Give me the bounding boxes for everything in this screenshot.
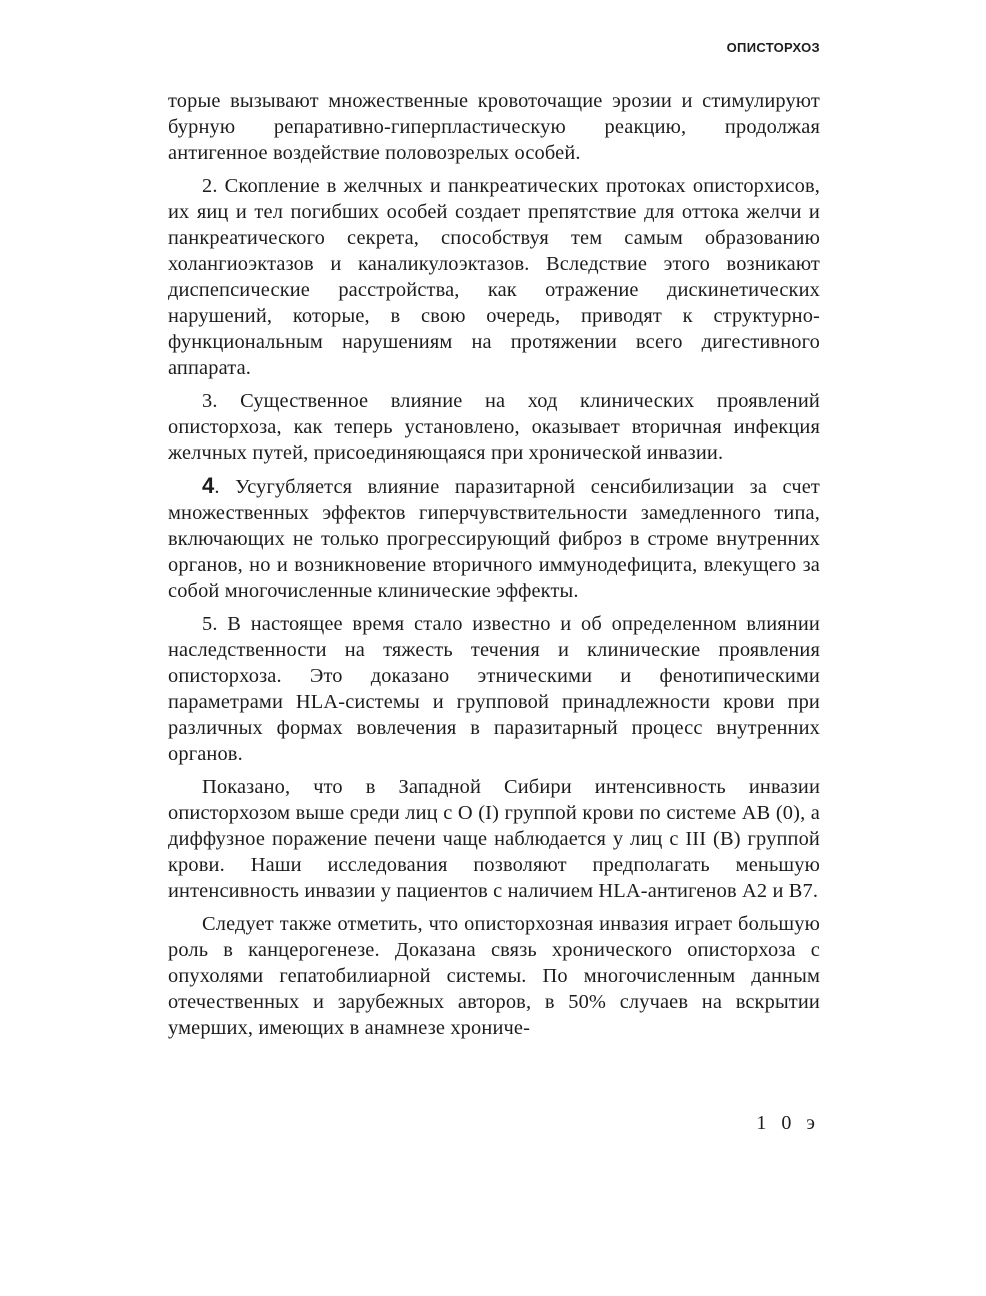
point-4-text: . Усугубляется влияние паразитарной сенсибилизации за счет множественных эффектов гиперчувствительности замедленного типа, включающих не только прогрессирующий фиброз в строме внутренних органов, но и возникновение вторичного иммунодефицита, влекущего за собой многочисленные клинические эффекты. xyxy=(168,476,820,602)
point-number: 4 xyxy=(202,473,215,498)
paragraph-point-5: 5. В настоящее время стало известно и об определенном влиянии наследственности на тяжесть течения и клинические проявления описторхоза. Это доказано этническими и фенотипическими параметрами HLA-системы и групповой принадлежности крови при различных формах вовлечения в паразитарный процесс внутренних органов. xyxy=(168,613,820,765)
running-head: ОПИСТОРХОЗ xyxy=(726,40,820,55)
paragraph-continuation: торые вызывают множественные кровоточащие эрозии и стимулируют бурную репаративно-гиперпластическую реакцию, продолжая антигенное воздействие половозрелых особей. xyxy=(168,90,820,164)
paragraph-point-2: 2. Скопление в желчных и панкреатических протоках описторхисов, их яиц и тел погибших особей создает препятствие для оттока желчи и панкреатического секрета, способствуя тем самым образованию холангиоэктазов и каналикулоэктазов. Вследствие этого возникают диспепсические расстройства, как отражение дискинетических нарушений, которые, в свою очередь, приводят к структурно-функциональным нарушениям на протяжении всего дигестивного аппарата. xyxy=(168,175,820,379)
paragraph-point-4 xyxy=(168,473,820,604)
body-text xyxy=(168,88,820,1048)
paragraph-point-3: 3. Существенное влияние на ход клинических проявлений описторхоза, как теперь установлено, оказывает вторичная инфекция желчных путей, присоединяющаяся при хронической инвазии. xyxy=(168,390,820,464)
paragraph-carcinogenesis: Следует также отметить, что описторхозная инвазия играет большую роль в канцерогенезе. Доказана связь хронического описторхоза с опухолями гепатобилиарной системы. По многочисленным данным отечественных и зарубежных авторов, в 50% случаев на вскрытии умерших, имеющих в анамнезе хрониче- xyxy=(168,913,820,1039)
page-number: 1 0 э xyxy=(756,1112,820,1134)
paragraph-siberia: Показано, что в Западной Сибири интенсивность инвазии описторхозом выше среди лиц с O (I) группой крови по системе AB (0), а диффузное поражение печени чаще наблюдается у лиц с III (B) группой крови. Наши исследования позволяют предполагать меньшую интенсивность инвазии у пациентов с наличием HLA-антигенов A2 и B7. xyxy=(168,776,820,902)
